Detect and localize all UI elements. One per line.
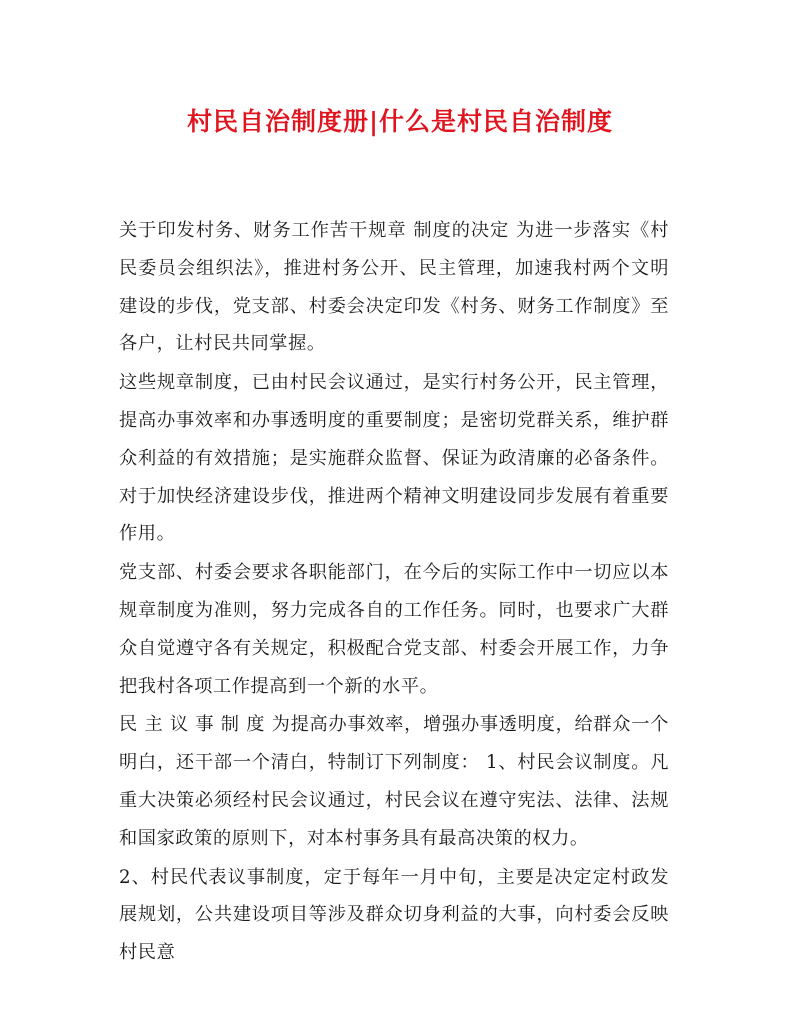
paragraph-1: 关于印发村务、财务工作苦干规章 制度的决定 为进一步落实《村民委员会组织法》，推进村务公开、民主管理，加速我村两个文明建设的步伐，党支部、村委会决定印发《村务、财务工作制度》至各户，让村民共同掌握。 [119, 220, 669, 355]
paragraph-3: 党支部、村委会要求各职能部门，在今后的实际工作中一切应以本规章制度为准则，努力完成各自的工作任务。同时，也要求广大群众自觉遵守各有关规定，积极配合党支部、村委会开展工作，力争把我村各项工作提高到一个新的水平。 [119, 562, 669, 697]
paragraph-5: 2、村民代表议事制度，定于每年一月中旬，主要是决定定村政发展规划，公共建设项目等涉及群众切身利益的大事，向村委会反映村民意 [119, 866, 669, 964]
paragraph-2: 这些规章制度，已由村民会议通过，是实行村务公开，民主管理，提高办事效率和办事透明度的重要制度；是密切党群关系，维护群众利益的有效措施；是实施群众监督、保证为政清廉的必备条件。对于加快经济建设步伐，推进两个精神文明建设同步发展有着重要作用。 [119, 372, 669, 545]
document-title: 村民自治制度册|什么是村民自治制度 [186, 107, 614, 136]
paragraph-4: 民 主 议 事 制 度 为提高办事效率，增强办事透明度，给群众一个明白，还干部一个清白，特制订下列制度： 1、村民会议制度。凡重大决策必须经村民会议通过，村民会议在遵守宪法、法律、法规和国家政策的原则下，对本村事务具有最高决策的权力。 [119, 714, 669, 849]
document-body [119, 212, 669, 972]
